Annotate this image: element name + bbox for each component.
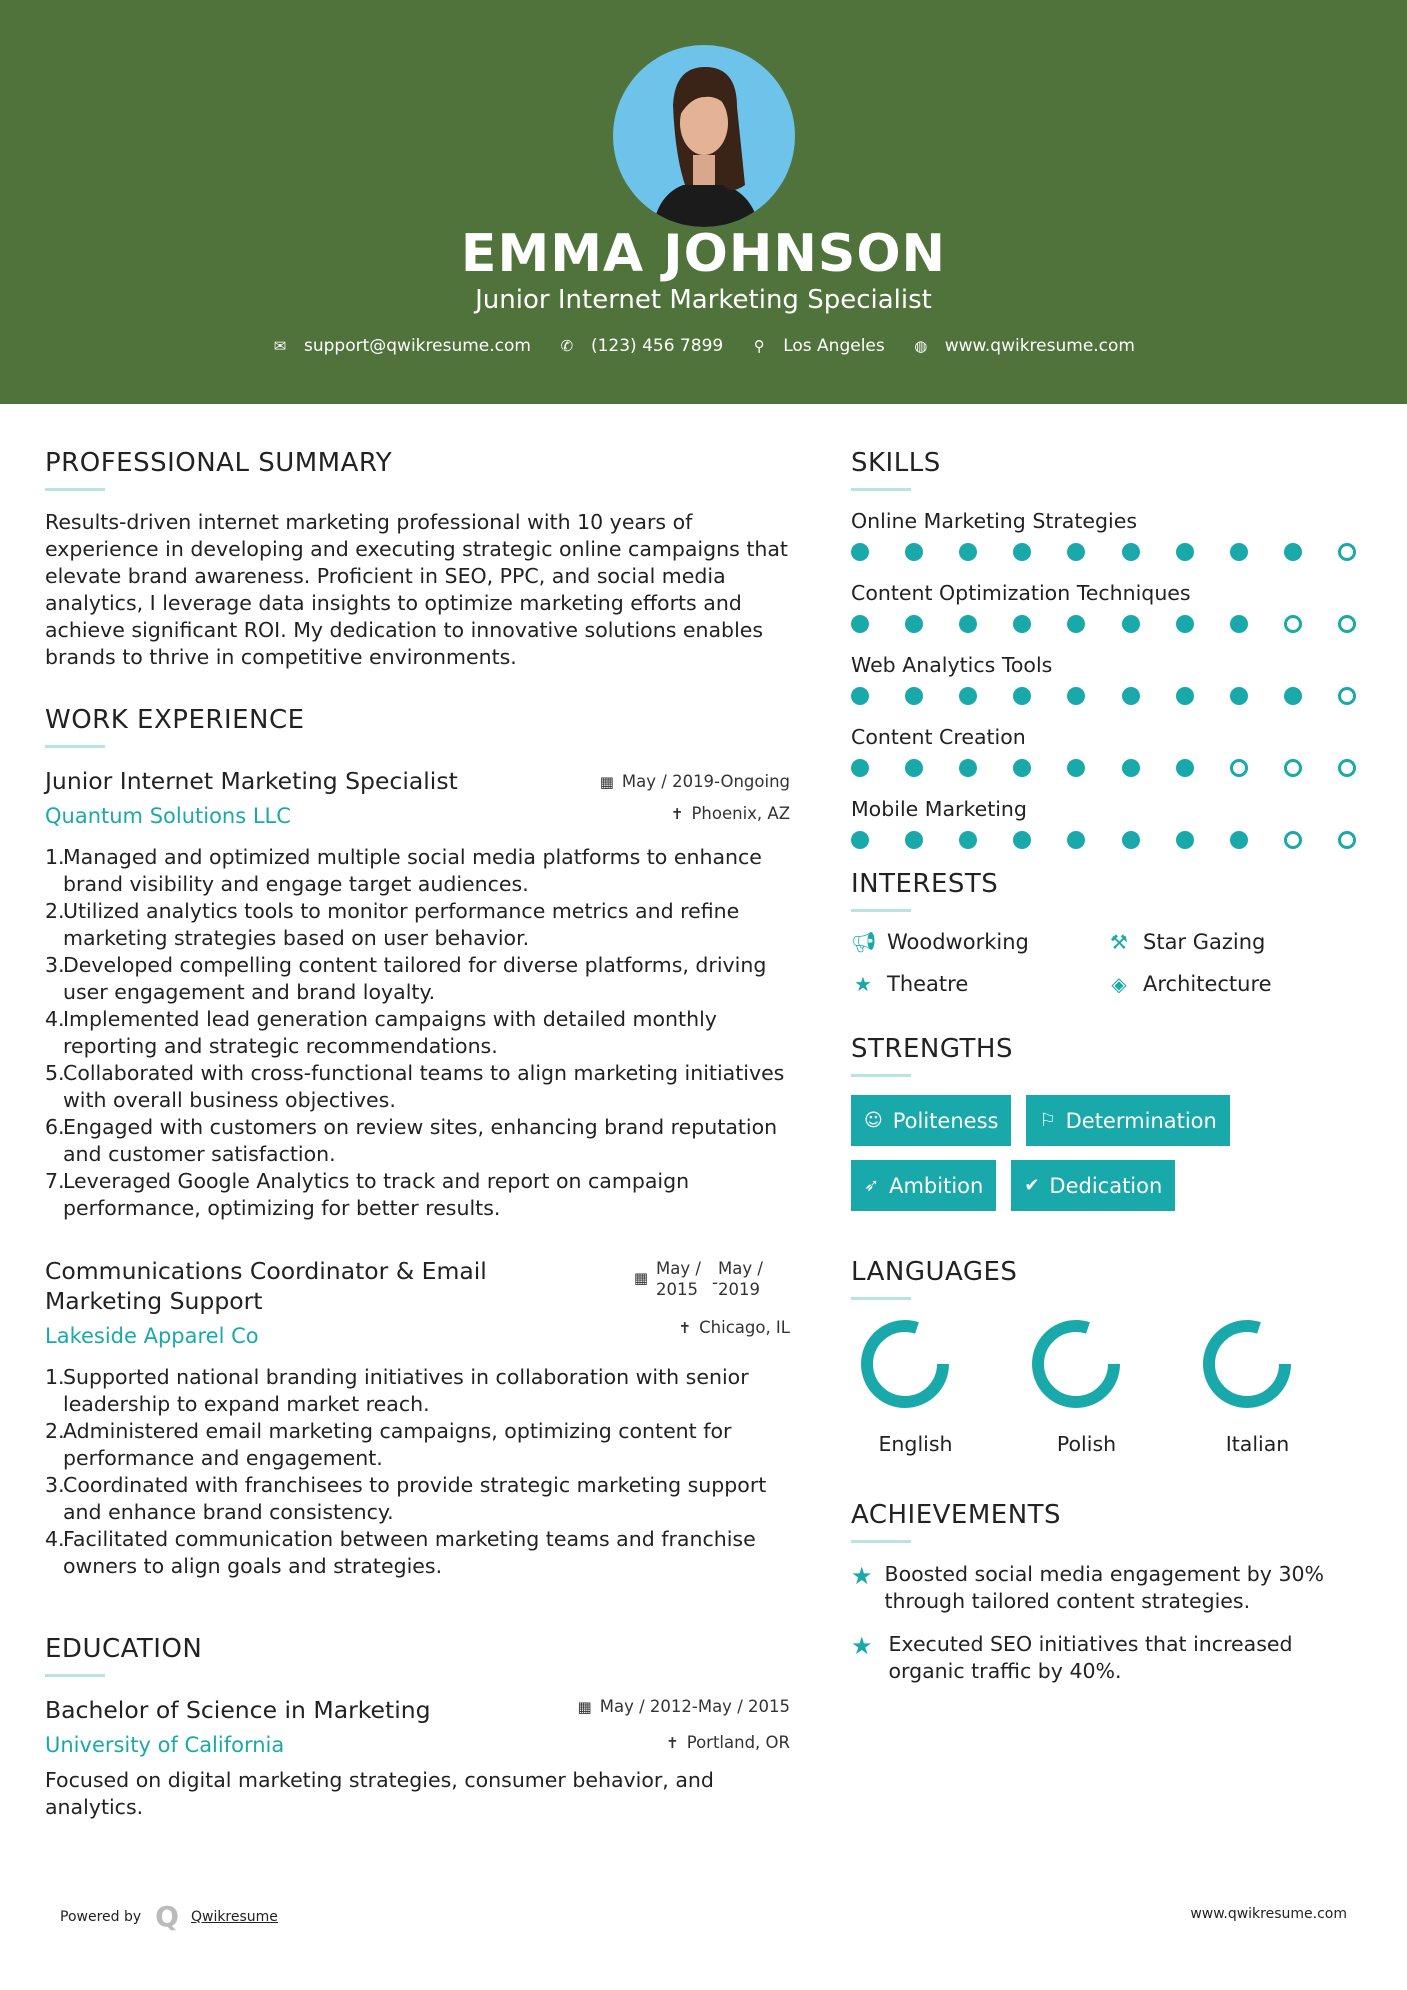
- star-icon: ★: [854, 972, 872, 996]
- rating-dot-filled: [1284, 543, 1302, 561]
- interest-item: ★ Theatre: [851, 972, 1107, 996]
- pin-icon: ✝: [670, 804, 684, 823]
- calendar-icon: ▦: [633, 1269, 649, 1287]
- school-name: University of California: [45, 1733, 285, 1757]
- rating-dot-filled: [1122, 615, 1140, 633]
- interest-item: 📢︎ Woodworking: [851, 930, 1029, 954]
- strength-tag: ⚐ Determination: [1026, 1095, 1229, 1146]
- job-date: ▦ May / 2015 - May / 2019: [633, 1259, 763, 1299]
- skill-rating: [851, 687, 1356, 705]
- rating-dot-filled: [1230, 615, 1248, 633]
- rating-dot-filled: [1122, 687, 1140, 705]
- company-name: Quantum Solutions LLC: [45, 804, 291, 828]
- list-item: Leveraged Google Analytics to track and report on campaign performance, optimizing for better results.: [63, 1169, 690, 1220]
- contact-email[interactable]: ✉ support@qwikresume.com: [273, 336, 531, 356]
- job-entry: [45, 766, 790, 1222]
- rating-dot-empty: [1338, 687, 1356, 705]
- rating-dot-filled: [851, 687, 869, 705]
- rating-dot-empty: [1230, 759, 1248, 777]
- list-item: Coordinated with franchisees to provide strategic marketing support and enhance brand consistency.: [63, 1473, 767, 1524]
- section-divider: [851, 488, 911, 491]
- pin-icon: ✝: [678, 1318, 692, 1337]
- section-title: LANGUAGES: [851, 1257, 1018, 1287]
- degree-title: Bachelor of Science in Marketing: [45, 1696, 431, 1724]
- rating-dot-filled: [1122, 759, 1140, 777]
- rating-dot-filled: [851, 831, 869, 849]
- list-item: Utilized analytics tools to monitor performance metrics and refine marketing strategies based on user behavior.: [63, 899, 740, 950]
- rating-dot-filled: [1067, 615, 1085, 633]
- gavel-icon: ⚒: [1110, 930, 1128, 954]
- pin-icon: ✝: [666, 1733, 679, 1752]
- rating-dot-empty: [1284, 615, 1302, 633]
- skills-section: [851, 448, 1371, 849]
- rating-dot-filled: [959, 543, 977, 561]
- star-award-icon: ★: [851, 1562, 873, 1590]
- rating-dot-filled: [959, 687, 977, 705]
- job-title: Junior Internet Marketing Specialist: [45, 767, 458, 795]
- strength-tag: ☺ Politeness: [851, 1095, 1011, 1146]
- section-title: WORK EXPERIENCE: [45, 705, 305, 735]
- job-location: ✝ Chicago, IL: [678, 1318, 790, 1337]
- resume-header: [0, 0, 1407, 404]
- education-location: ✝ Portland, OR: [666, 1733, 790, 1752]
- section-divider: [851, 1074, 911, 1077]
- education-section: [45, 1634, 790, 1821]
- left-column: [45, 448, 790, 1821]
- rating-dot-empty: [1338, 543, 1356, 561]
- list-item: Developed compelling content tailored for diverse platforms, driving user engagement and brand loyalty.: [63, 953, 767, 1004]
- job-date: ▦ May / 2019-Ongoing: [599, 772, 790, 791]
- rating-dot-filled: [1013, 615, 1031, 633]
- job-entry: [45, 1256, 790, 1580]
- section-title: ACHIEVEMENTS: [851, 1500, 1062, 1530]
- rating-dot-filled: [1176, 687, 1194, 705]
- rating-dot-filled: [1176, 543, 1194, 561]
- smile-icon: ☺: [864, 1110, 883, 1131]
- rating-dot-filled: [1067, 831, 1085, 849]
- skill-name: Web Analytics Tools: [851, 653, 1053, 677]
- rating-dot-filled: [905, 543, 923, 561]
- strengths-list: [851, 1095, 1371, 1225]
- language-ring: [1201, 1318, 1293, 1410]
- rating-dot-filled: [851, 615, 869, 633]
- skill-rating: [851, 831, 1356, 849]
- skill-name: Content Optimization Techniques: [851, 581, 1191, 605]
- rating-dot-filled: [1013, 759, 1031, 777]
- achievement-item: ★ Boosted social media engagement by 30% through tailored content strategies.: [851, 1562, 1325, 1613]
- interests-section: [851, 869, 1371, 996]
- rating-dot-filled: [1284, 687, 1302, 705]
- job-location: ✝ Phoenix, AZ: [670, 804, 790, 823]
- calendar-icon: ▦: [599, 772, 614, 791]
- rating-dot-filled: [1230, 543, 1248, 561]
- language-name: Italian: [1225, 1432, 1290, 1456]
- rating-dot-filled: [959, 831, 977, 849]
- rating-dot-filled: [905, 831, 923, 849]
- list-item: Engaged with customers on review sites, enhancing brand reputation and customer satisfaction.: [63, 1115, 778, 1166]
- rating-dot-filled: [1122, 543, 1140, 561]
- list-item: Managed and optimized multiple social media platforms to enhance brand visibility and engage target audiences.: [63, 845, 762, 896]
- section-title: SKILLS: [851, 448, 941, 478]
- job-title: Communications Coordinator & Email Marketing Support: [45, 1257, 487, 1315]
- bullhorn-icon: 📢︎: [851, 930, 877, 954]
- rating-dot-filled: [1067, 687, 1085, 705]
- rating-dot-filled: [905, 759, 923, 777]
- footer-website[interactable]: www.qwikresume.com: [1190, 1906, 1347, 1922]
- list-item: Administered email marketing campaigns, optimizing content for performance and engagement.: [63, 1419, 732, 1470]
- skill-name: Content Creation: [851, 725, 1026, 749]
- summary-section: [45, 448, 790, 671]
- languages-section: [851, 1257, 1371, 1456]
- language-level-arc: [1038, 1326, 1114, 1402]
- section-title: EDUCATION: [45, 1634, 203, 1664]
- experience-section: [45, 705, 790, 1580]
- achievements-section: [851, 1500, 1371, 1685]
- company-name: Lakeside Apparel Co: [45, 1324, 259, 1348]
- section-divider: [45, 1674, 105, 1677]
- phone-icon: ✆: [560, 337, 574, 355]
- list-item: Supported national branding initiatives in collaboration with senior leadership to expand market reach.: [63, 1365, 749, 1416]
- rating-dot-filled: [905, 615, 923, 633]
- rating-dot-filled: [1013, 543, 1031, 561]
- calendar-icon: ▦: [577, 1697, 592, 1716]
- candidate-name: EMMA JOHNSON: [460, 224, 947, 284]
- rating-dot-filled: [1013, 687, 1031, 705]
- rating-dot-filled: [1176, 615, 1194, 633]
- profile-photo: [613, 45, 795, 227]
- right-column: [851, 448, 1371, 1701]
- list-item: Collaborated with cross-functional teams to align marketing initiatives with overall business objectives.: [63, 1061, 785, 1112]
- rating-dot-filled: [1013, 831, 1031, 849]
- rating-dot-filled: [1176, 831, 1194, 849]
- rating-dot-empty: [1284, 759, 1302, 777]
- language-name: English: [878, 1432, 953, 1456]
- rating-dot-filled: [905, 687, 923, 705]
- strength-tag: ➶ Ambition: [851, 1160, 996, 1211]
- ticket-icon: ◈: [1111, 972, 1127, 996]
- skill-rating: [851, 615, 1356, 633]
- rating-dot-filled: [851, 543, 869, 561]
- envelope-icon: ✉: [273, 337, 287, 355]
- qwikresume-logo-icon: Q: [155, 1900, 179, 1933]
- language-level-arc: [1209, 1326, 1285, 1402]
- qwikresume-link[interactable]: Qwikresume: [190, 1908, 278, 1925]
- language-level-arc: [867, 1326, 943, 1402]
- candidate-role: Junior Internet Marketing Specialist: [475, 285, 932, 315]
- section-title: PROFESSIONAL SUMMARY: [45, 448, 393, 478]
- rating-dot-filled: [959, 759, 977, 777]
- strengths-section: [851, 1034, 1371, 1225]
- education-text: Focused on digital marketing strategies, consumer behavior, and analytics.: [45, 1768, 714, 1819]
- section-title: STRENGTHS: [851, 1034, 1013, 1064]
- rating-dot-filled: [851, 759, 869, 777]
- strength-tag: ✔ Dedication: [1011, 1160, 1175, 1211]
- contact-website[interactable]: ◍ www.qwikresume.com: [914, 336, 1135, 356]
- map-marker-icon: ⚲: [753, 337, 765, 355]
- job-bullets: [45, 844, 790, 1222]
- footer-powered-by: Powered by Q Qwikresume: [60, 1900, 278, 1933]
- rating-dot-filled: [1176, 759, 1194, 777]
- rocket-icon: ➶: [864, 1175, 880, 1196]
- rating-dot-empty: [1284, 831, 1302, 849]
- rating-dot-filled: [959, 615, 977, 633]
- rating-dot-empty: [1338, 615, 1356, 633]
- languages-list: [851, 1318, 1371, 1456]
- rating-dot-filled: [1230, 831, 1248, 849]
- rating-dot-filled: [1230, 687, 1248, 705]
- rating-dot-empty: [1338, 759, 1356, 777]
- summary-text: Results-driven internet marketing professional with 10 years of experience in developing and executing strategic online campaigns that elevate brand awareness. Proficient in SEO, PPC, and social media analytics, I leverage data insights to optimize marketing efforts and achieve significant ROI. My dedication to innovative solutions enables brands to thrive in competitive environments.: [45, 510, 788, 669]
- skill-name: Mobile Marketing: [851, 797, 1027, 821]
- contact-phone[interactable]: ✆ (123) 456 7899: [560, 336, 724, 356]
- rating-dot-filled: [1067, 543, 1085, 561]
- list-item: Implemented lead generation campaigns with detailed monthly reporting and strategic recommendations.: [63, 1007, 717, 1058]
- flag-icon: ⚐: [1039, 1110, 1056, 1131]
- job-bullets: [45, 1364, 790, 1580]
- language-ring: [1030, 1318, 1122, 1410]
- language-item: [1193, 1318, 1364, 1456]
- section-divider: [851, 909, 911, 912]
- globe-icon: ◍: [914, 337, 928, 355]
- contact-bar: [0, 336, 1407, 356]
- star-award-icon: ★: [851, 1632, 873, 1660]
- skills-list: [851, 509, 1371, 849]
- section-divider: [851, 1297, 911, 1300]
- contact-location: ⚲ Los Angeles: [751, 336, 885, 356]
- section-divider: [45, 488, 105, 491]
- section-divider: [45, 745, 105, 748]
- rating-dot-filled: [1122, 831, 1140, 849]
- rating-dot-filled: [1067, 759, 1085, 777]
- education-date: ▦ May / 2012-May / 2015: [577, 1697, 790, 1716]
- check-circle-icon: ✔: [1024, 1175, 1040, 1196]
- section-title: INTERESTS: [851, 869, 999, 899]
- interest-item: ◈ Architecture: [1107, 972, 1363, 996]
- skill-rating: [851, 543, 1356, 561]
- language-ring: [859, 1318, 951, 1410]
- section-divider: [851, 1540, 911, 1543]
- list-item: Facilitated communication between marketing teams and franchise owners to align goals and strategies.: [63, 1527, 756, 1578]
- skill-name: Online Marketing Strategies: [851, 509, 1138, 533]
- rating-dot-empty: [1338, 831, 1356, 849]
- achievement-item: ★ Executed SEO initiatives that increased organic traffic by 40%.: [851, 1632, 1293, 1683]
- interests-list: [851, 930, 1371, 996]
- education-entry: [45, 1695, 790, 1821]
- skill-rating: [851, 759, 1356, 777]
- interest-item: ⚒ Star Gazing: [1107, 930, 1363, 954]
- language-name: Polish: [1056, 1432, 1117, 1456]
